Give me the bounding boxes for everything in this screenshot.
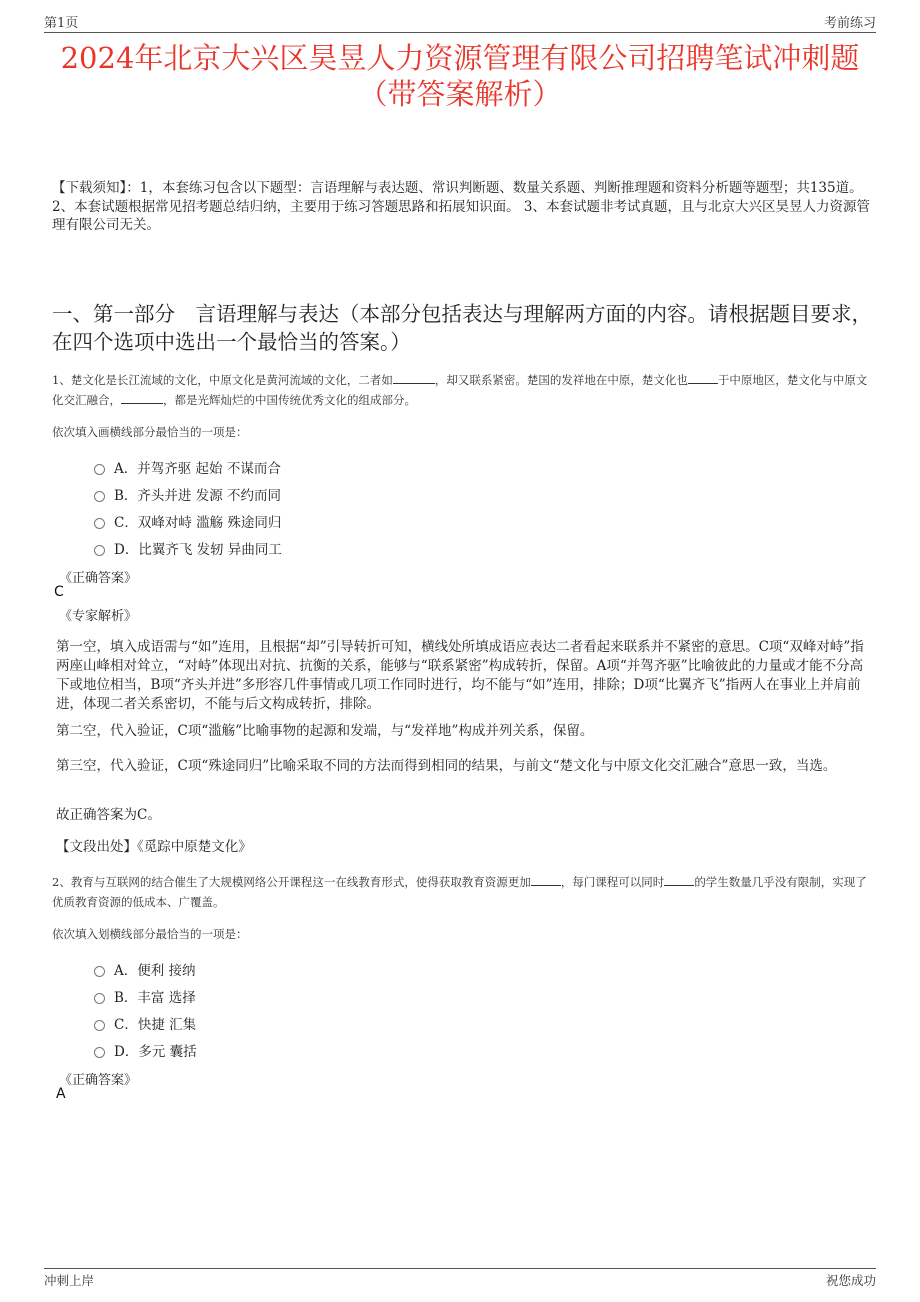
blank-line [121, 402, 163, 404]
header-label: 考前练习 [823, 16, 876, 31]
q2-part-3: 的学生数量几乎没有限制，实现了优质教育资源的低成本、广覆盖。 [52, 875, 867, 909]
q1-option-c[interactable] [94, 511, 281, 531]
analysis-paragraph-3: 第三空，代入验证，C项“殊途同归”比喻采取不同的方法而得到相同的结果，与前文“楚文化与中原文化交汇融合”意思一致，当选。 [56, 758, 837, 774]
q1-answer: C [54, 584, 64, 600]
title-line-1: 2024年北京大兴区昊昱人力资源管理有限公司招聘笔试冲刺题 [60, 41, 860, 75]
analysis-paragraph-1: 第一空，填入成语需与“如”连用，且根据“却”引导转折可知，横线处所填成语应表达二者看起来联系并不紧密的意思。C项“双峰对峙”指两座山峰相对耸立，“对峙”体现出对抗、抗衡的关系，能够与“联系紧密”构成转折，保留。A项“并驾齐驱”比喻彼此的力量或才能不分高下或地位相当，B项“齐头并进”多形容几件事情或几项工作同时进行，均不能与“如”连用，排除；D项“比翼齐飞”指两人在事业上并肩前进，体现二者关系密切，不能与后文构成转折，排除。 [56, 639, 864, 712]
question-1-text [52, 370, 872, 410]
download-notice: 【下载须知】：1，本套练习包含以下题型：言语理解与表达题、常识判断题、数量关系题、判断推理题和资料分析题等题型；共135道。 2、本套试题根据常见招考题总结归纳，主要用于练习答题思路和拓展知识面。 3、本套试题非考试真题，且与北京大兴区昊昱人力资源管理有限公司无关。 [52, 180, 870, 233]
blank-line [531, 884, 561, 886]
title-line-2: （带答案解析） [358, 77, 562, 111]
option-label: A．便利 接纳 [114, 963, 196, 979]
q1-option-d[interactable] [94, 538, 282, 558]
q1-part-3: 于中原地区，楚文化与中原文化交汇融合， [52, 373, 868, 407]
option-label: A．并驾齐驱 起始 不谋而合 [114, 461, 281, 477]
source-note: 【文段出处】《觅踪中原楚文化》 [56, 839, 252, 855]
q1-answer-label: 《正确答案》 [59, 571, 138, 586]
footer-rule [44, 1268, 876, 1269]
question-2-text [52, 872, 872, 912]
page-number: 第1页 [44, 16, 79, 31]
q2-option-b[interactable] [94, 986, 196, 1006]
header-rule [44, 32, 876, 33]
footer-left-text: 冲刺上岸 [44, 1273, 95, 1288]
q2-part-2: ，每门课程可以同时 [560, 875, 665, 889]
footer-right-text: 祝您成功 [825, 1273, 876, 1288]
q1-part-4: ，都是光辉灿烂的中国传统优秀文化的组成部分。 [163, 393, 416, 407]
q1-analysis-label: 《专家解析》 [59, 609, 138, 624]
option-label: C．双峰对峙 滥觞 殊途同归 [114, 515, 282, 531]
q1-part-2: ，却又联系紧密。楚国的发祥地在中原，楚文化也 [434, 373, 688, 387]
section-heading: 一、第一部分 言语理解与表达（本部分包括表达与理解两方面的内容。请根据题目要求，在四个选项中选出一个最恰当的答案。） [52, 302, 872, 354]
blank-line [664, 884, 694, 886]
analysis-paragraph-4: 故正确答案为C。 [56, 807, 161, 823]
q1-option-a[interactable] [94, 457, 281, 477]
q2-part-1: 2、教育与互联网的结合催生了大规模网络公开课程这一在线教育形式，使得获取教育资源更加 [52, 875, 531, 889]
option-label: B．齐头并进 发源 不约而同 [114, 488, 282, 504]
q1-part-1: 1、楚文化是长江流域的文化，中原文化是黄河流域的文化，二者如 [52, 373, 393, 387]
blank-line [393, 382, 435, 384]
radio-icon[interactable] [94, 491, 105, 502]
q2-answer: A [56, 1086, 66, 1102]
radio-icon[interactable] [94, 518, 105, 529]
q2-option-c[interactable] [94, 1013, 196, 1033]
q1-option-b[interactable] [94, 484, 281, 504]
question-1-prompt: 依次填入画横线部分最恰当的一项是： [52, 425, 248, 439]
q2-option-a[interactable] [94, 959, 196, 979]
option-label: D．多元 囊括 [114, 1044, 197, 1060]
radio-icon[interactable] [94, 1047, 105, 1058]
question-2-prompt: 依次填入划横线部分最恰当的一项是： [52, 927, 248, 941]
radio-icon[interactable] [94, 545, 105, 556]
radio-icon[interactable] [94, 464, 105, 475]
option-label: C．快捷 汇集 [114, 1017, 197, 1033]
option-label: B．丰富 选择 [114, 990, 196, 1006]
q2-answer-label: 《正确答案》 [59, 1073, 138, 1088]
q2-option-d[interactable] [94, 1040, 197, 1060]
blank-line [688, 382, 718, 384]
analysis-paragraph-2: 第二空，代入验证，C项“滥觞”比喻事物的起源和发端，与“发祥地”构成并列关系，保留。 [56, 723, 594, 739]
radio-icon[interactable] [94, 993, 105, 1004]
radio-icon[interactable] [94, 1020, 105, 1031]
radio-icon[interactable] [94, 966, 105, 977]
document-title [40, 40, 880, 112]
option-label: D．比翼齐飞 发轫 异曲同工 [114, 542, 282, 558]
